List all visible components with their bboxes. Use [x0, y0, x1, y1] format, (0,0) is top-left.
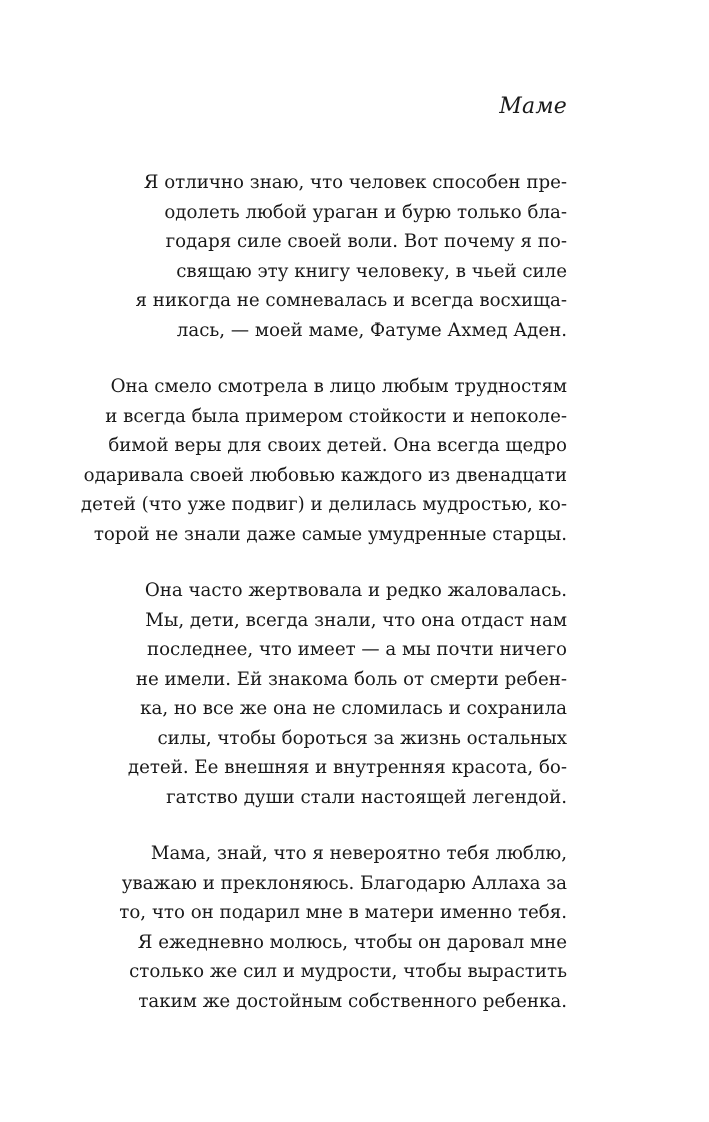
text-line: Я отлично знаю, что человек способен пре-	[143, 172, 567, 193]
text-line: одаривала своей любовью каждого из двенадцати	[83, 464, 567, 486]
text-line: торой не знали даже самые умудренные старцы.	[93, 523, 567, 545]
text-line: последнее, что имеет — а мы почти ничего	[146, 639, 567, 660]
text-line: свящаю эту книгу человеку, в чьей силе	[176, 260, 567, 282]
text-line: бимой веры для своих детей. Она всегда щедро	[108, 435, 567, 456]
paragraph-3	[76, 576, 567, 812]
text-line: и всегда была примером стойкости и непоколе-	[105, 405, 567, 427]
text-line: уважаю и преклоняюсь. Благодарю Аллаха за	[121, 872, 567, 894]
text-line: лась, — моей маме, Фатуме Ахмед Аден.	[176, 319, 567, 341]
text-line: таким же достойным собственного ребенка.	[138, 990, 567, 1012]
dedication-body	[76, 168, 567, 1043]
text-line: детей (что уже подвиг) и делилась мудростью, ко-	[80, 494, 567, 515]
text-line: силы, чтобы бороться за жизнь остальных	[157, 727, 567, 749]
text-line: столько же сил и мудрости, чтобы вырастить	[129, 961, 567, 982]
paragraph-4	[76, 839, 567, 1016]
text-line: Мама, знай, что я невероятно тебя люблю,	[150, 843, 567, 864]
text-line: Она часто жертвовала и редко жаловалась.	[144, 580, 567, 601]
text-line: гатство души стали настоящей легендой.	[166, 786, 567, 808]
text-line: Она смело смотрела в лицо любым трудностям	[110, 376, 567, 397]
text-line: детей. Ее внешняя и внутренняя красота, бо-	[127, 757, 567, 778]
text-line: Я ежедневно молюсь, чтобы он даровал мне	[137, 931, 567, 953]
paragraph-2	[76, 372, 567, 549]
text-line: не имели. Ей знакома боль от смерти ребен-	[135, 668, 567, 690]
text-line: Мы, дети, всегда знали, что она отдаст нам	[145, 609, 567, 631]
text-line: ка, но все же она не сломилась и сохранила	[140, 698, 567, 719]
text-line: годаря силе своей воли. Вот почему я по-	[165, 231, 567, 252]
text-line: я никогда не сомневалась и всегда восхища-	[135, 290, 567, 311]
paragraph-1	[76, 168, 567, 345]
text-line: одолеть любой ураган и бурю только бла-	[164, 201, 567, 223]
text-line: то, что он подарил мне в матери именно тебя.	[119, 902, 567, 923]
dedication-title: Маме	[499, 94, 567, 119]
